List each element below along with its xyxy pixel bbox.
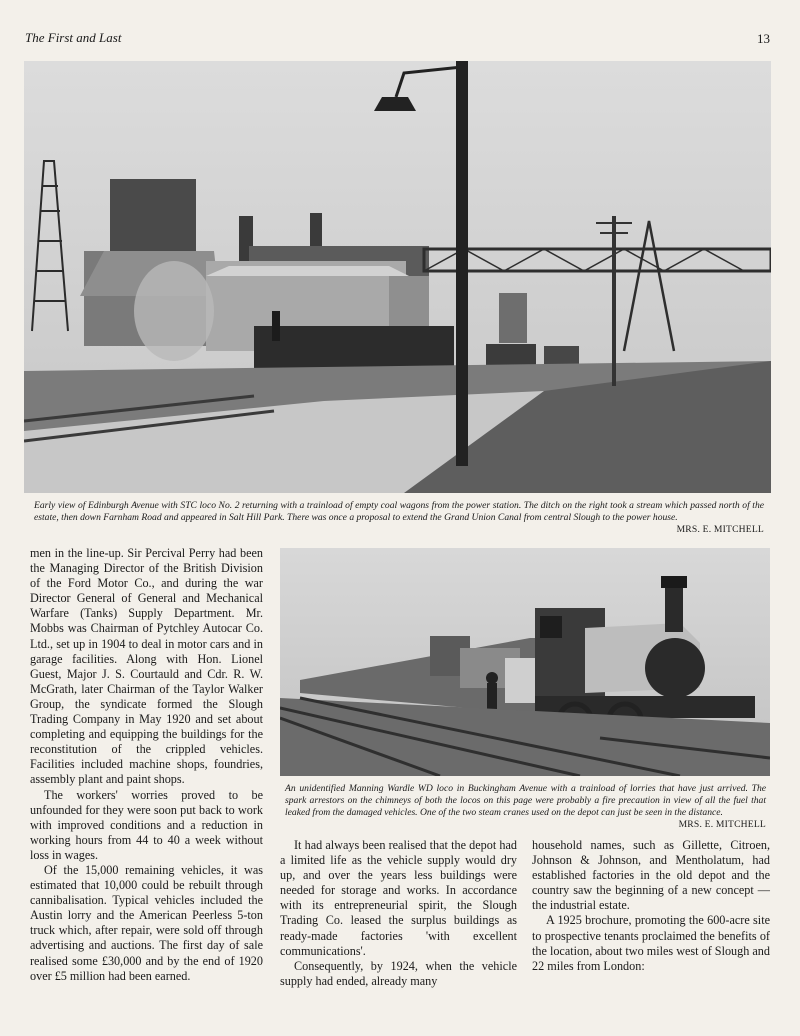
photo-edinburgh-avenue xyxy=(24,61,771,493)
figure2-credit: MRS. E. MITCHELL xyxy=(678,819,766,830)
publication-title: The First and Last xyxy=(25,30,122,45)
text-column-2 xyxy=(280,838,517,989)
paragraph: The workers' worries proved to be unfounded for they were soon put back to work with improved conditions and a reduction in working hours from 44 to 40 a week without loss in wages. xyxy=(30,787,263,862)
page-number: 13 xyxy=(757,31,770,46)
figure1-caption xyxy=(34,500,764,536)
paragraph: A 1925 brochure, promoting the 600-acre site to prospective tenants proclaimed the benefits of the location, about two miles west of Slough and 22 miles from London: xyxy=(532,913,770,973)
figure2-caption xyxy=(285,783,766,831)
paragraph: It had always been realised that the depot had a limited life as the vehicle supply would dry up, and over the years less buildings were needed for storage and works. In accordance with its entrepreneurial spirit, the Slough Trading Co. leased the surplus buildings as ready-made factories 'with excellent communications'. xyxy=(280,838,517,958)
text-column-1 xyxy=(30,546,263,984)
figure2-caption-text: An unidentified Manning Wardle WD loco in Buckingham Avenue with a trainload of lorries that have just arrived. The spark arrestors on the chimneys of both the locos on this page were probably a fire precaution in view of all the fuel that leaked from the damaged vehicles. One of the two steam cranes used on the depot can just be seen in the distance. xyxy=(285,783,766,818)
photo-buckingham-avenue xyxy=(280,548,770,776)
paragraph: Of the 15,000 remaining vehicles, it was estimated that 10,000 could be rebuilt through cannibalisation. Typical vehicles included the Austin lorry and the American Peerless 5-ton truck which, after repair, were sold off through advertising and auctions. The first day of sale realised some £30,000 and by the end of 1920 over £5 million had been earned. xyxy=(30,862,263,983)
paragraph: household names, such as Gillette, Citroen, Johnson & Johnson, and Mentholatum, had established factories in the old depot and the country saw the beginning of a new concept — the industrial estate. xyxy=(532,838,770,913)
paragraph: Consequently, by 1924, when the vehicle supply had ended, already many xyxy=(280,958,517,988)
figure1-credit: MRS. E. MITCHELL xyxy=(676,524,764,535)
paragraph: men in the line-up. Sir Percival Perry had been the Managing Director of the British Division of the Ford Motor Co., and during the war Director General of General and Mechanical Warfare (Tanks) Supply Department. Mr. Mobbs was Chairman of Pytchley Autocar Co. Ltd., set up in 1904 to deal in motor cars and in garage facilities. Along with Hon. Lionel Guest, Major J. S. Courtauld and Cdr. R. W. McGrath, later Chairman of the Taylor Walker Group, the syndicate formed the Slough Trading Company in May 1920 and set about completing and equipping the buildings for the reconstitution of the crippled vehicles. Facilities included machine shops, foundries, assembly plant and paint shops. xyxy=(30,546,263,787)
text-column-3 xyxy=(532,838,770,974)
figure1-caption-text: Early view of Edinburgh Avenue with STC loco No. 2 returning with a trainload of empty coal wagons from the power station. The ditch on the right took a stream which passed north of the estate, then down Farnham Road and appeared in Salt Hill Park. There was once a proposal to extend the Grand Union Canal from central Slough to the power house. xyxy=(34,500,764,523)
